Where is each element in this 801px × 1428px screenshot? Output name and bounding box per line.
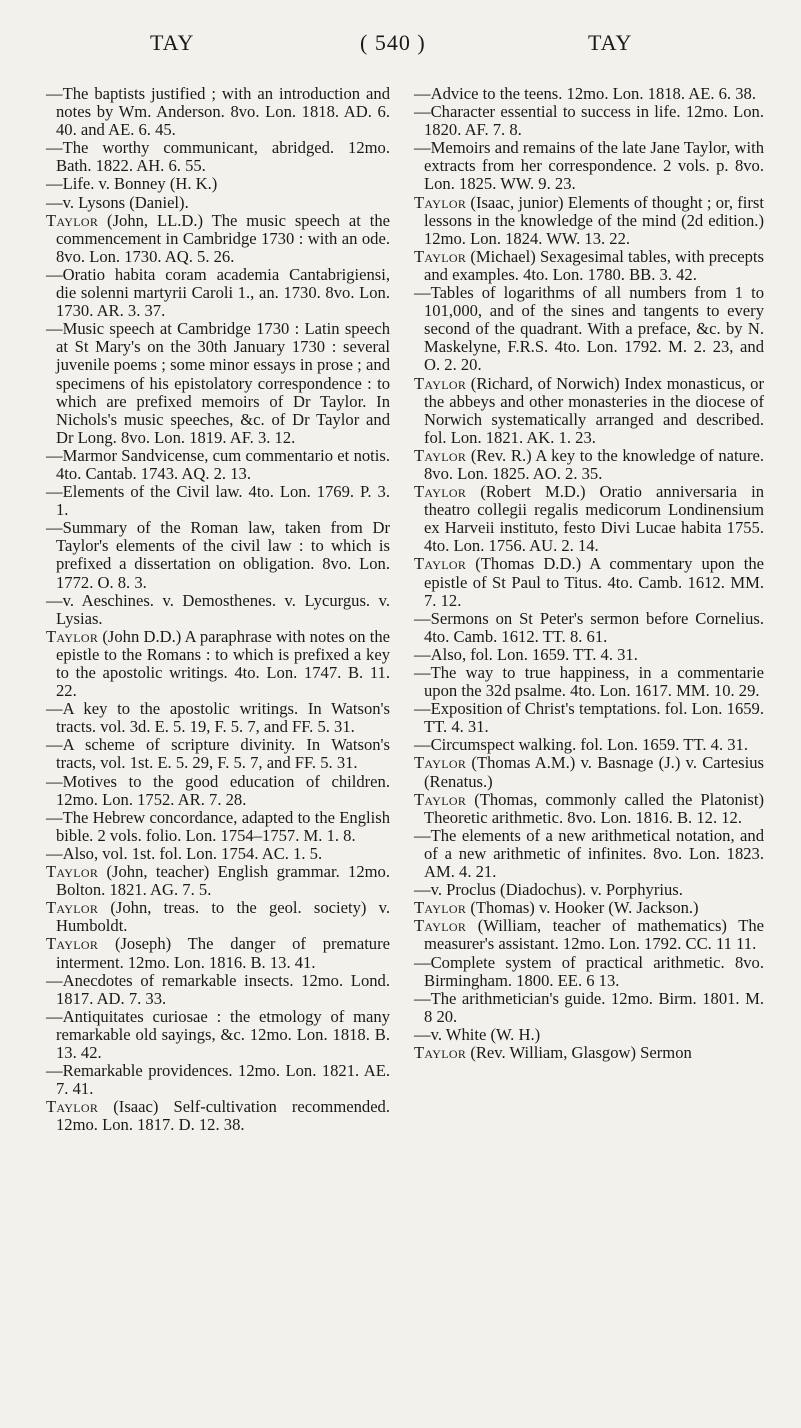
catalog-entry: —The baptists justified ; with an introduction and notes by Wm. Anderson. 8vo. Lon. 1818. AD. 6. 40. and AE. 6. 45. <box>46 84 390 140</box>
catalog-entry: —v. Proclus (Diadochus). v. Porphyrius. <box>414 880 683 900</box>
catalog-entry: —v. White (W. H.) <box>414 1024 541 1044</box>
left-column <box>46 85 390 1134</box>
catalog-entry: —Music speech at Cambridge 1730 : Latin speech at St Mary's on the 30th January 1730 : several juvenile poems ; some minor essays in prose ; and specimens of his epistolatory correspondence : to which are prefixed memoirs of Dr Taylor. In Nichols's music speeches, &c. of Dr Taylor and Dr Long. 8vo. Lon. 1819. AF. 3. 12. <box>46 319 390 447</box>
catalog-entry: —The arithmetician's guide. 12mo. Birm. 1801. M. 8 20. <box>414 988 764 1026</box>
catalog-entry: —Exposition of Christ's temptations. fol. Lon. 1659. TT. 4. 31. <box>414 699 764 737</box>
catalog-entry: Taylor (William, teacher of mathematics) The measurer's assistant. 12mo. Lon. 1792. CC. 11 11. <box>414 916 764 954</box>
catalog-entry: Taylor (John D.D.) A paraphrase with notes on the epistle to the Romans : to which is prefixed a key to the apostolic writings. 4to. Lon. 1747. B. 11. 22. <box>46 626 390 701</box>
catalog-entry: —The way to true happiness, in a commentarie upon the 32d psalme. 4to. Lon. 1617. MM. 10. 29. <box>414 663 764 701</box>
catalog-entry: —Also, fol. Lon. 1659. TT. 4. 31. <box>414 644 638 664</box>
catalog-entry: Taylor (John, teacher) English grammar. 12mo. Bolton. 1821. AG. 7. 5. <box>46 862 390 900</box>
catalog-entry: —Advice to the teens. 12mo. Lon. 1818. AE. 6. 38. <box>414 84 756 103</box>
catalog-entry: —Character essential to success in life. 12mo. Lon. 1820. AF. 7. 8. <box>414 102 764 140</box>
catalog-entry: —Anecdotes of remarkable insects. 12mo. Lond. 1817. AD. 7. 33. <box>46 970 390 1008</box>
catalog-entry: Taylor (Isaac, junior) Elements of thought ; or, first lessons in the knowledge of the mind (2d edition.) 12mo. Lon. 1824. WW. 13. 22. <box>414 192 764 248</box>
catalog-entry: Taylor (Isaac) Self-cultivation recommended. 12mo. Lon. 1817. D. 12. 38. <box>46 1097 390 1135</box>
catalog-entry: —Oratio habita coram academia Cantabrigiensi, die solenni martyrii Caroli 1., an. 1730. 8vo. Lon. 1730. AR. 3. 37. <box>46 264 390 321</box>
catalog-entry: —Elements of the Civil law. 4to. Lon. 1769. P. 3. 1. <box>46 482 390 520</box>
catalog-entry: —Antiquitates curiosae : the etmology of many remarkable old sayings, &c. 12mo. Lon. 1818. B. 13. 42. <box>46 1006 390 1062</box>
catalog-entry: —Summary of the Roman law, taken from Dr Taylor's elements of the civil law : to which is prefixed a dissertation on obligation. 8vo. Lon. 1772. O. 8. 3. <box>46 518 390 592</box>
header-left: TAY <box>150 30 195 55</box>
catalog-entry: —Tables of logarithms of all numbers from 1 to 101,000, and of the sines and tangents to every second of the quadrant. With a preface, &c. by N. Maskelyne, F.R.S. 4to. Lon. 1792. M. 2. 23, and O. 2. 20. <box>414 283 764 375</box>
catalog-entry: Taylor (Thomas A.M.) v. Basnage (J.) v. Cartesius (Renatus.) <box>414 753 764 791</box>
catalog-entry: Taylor (John, LL.D.) The music speech at the commencement in Cambridge 1730 : with an ode. 8vo. Lon. 1730. AQ. 5. 26. <box>46 210 390 266</box>
catalog-entry: —The elements of a new arithmetical notation, and of a new arithmetic of infinites. 8vo. Lon. 1823. AM. 4. 21. <box>414 825 764 882</box>
catalog-entry: —Sermons on St Peter's sermon before Cornelius. 4to. Camb. 1612. TT. 8. 61. <box>414 608 764 646</box>
catalog-entry: —Memoirs and remains of the late Jane Taylor, with extracts from her correspondence. 2 vols. p. 8vo. Lon. 1825. WW. 9. 23. <box>414 138 764 194</box>
catalog-entry: —Complete system of practical arithmetic. 8vo. Birmingham. 1800. EE. 6 13. <box>414 952 764 990</box>
catalog-entry: Taylor (Richard, of Norwich) Index monasticus, or the abbeys and other monasteries in the diocese of Norwich systematically arranged and described. fol. Lon. 1821. AK. 1. 23. <box>414 373 764 447</box>
catalog-entry: —A scheme of scripture divinity. In Watson's tracts, vol. 1st. E. 5. 29, F. 5. 7, and FF. 5. 31. <box>46 735 390 773</box>
page-header <box>0 30 801 60</box>
catalog-entry: Taylor (Joseph) The danger of premature interment. 12mo. Lon. 1816. B. 13. 41. <box>46 934 390 972</box>
catalog-entry: —Remarkable providences. 12mo. Lon. 1821. AE. 7. 41. <box>46 1061 390 1099</box>
catalog-entry: —The Hebrew concordance, adapted to the English bible. 2 vols. folio. Lon. 1754–1757. M. 1. 8. <box>46 807 390 845</box>
catalog-entry: Taylor (Michael) Sexagesimal tables, with precepts and examples. 4to. Lon. 1780. BB. 3. 42. <box>414 246 764 284</box>
catalog-entry: Taylor (Thomas) v. Hooker (W. Jackson.) <box>414 898 699 918</box>
catalog-entry: —v. Aeschines. v. Demosthenes. v. Lycurgus. v. Lysias. <box>46 590 390 628</box>
catalog-entry: —Marmor Sandvicense, cum commentario et notis. 4to. Cantab. 1743. AQ. 2. 13. <box>46 445 390 483</box>
right-column <box>414 85 764 1062</box>
catalog-entry: —v. Lysons (Daniel). <box>46 192 189 212</box>
catalog-entry: Taylor (Rev. R.) A key to the knowledge of nature. 8vo. Lon. 1825. AO. 2. 35. <box>414 445 764 483</box>
catalog-entry: —The worthy communicant, abridged. 12mo. Bath. 1822. AH. 6. 55. <box>46 138 390 176</box>
catalog-entry: —Motives to the good education of children. 12mo. Lon. 1752. AR. 7. 28. <box>46 771 390 809</box>
catalog-entry: Taylor (John, treas. to the geol. society) v. Humboldt. <box>46 898 390 936</box>
catalog-entry: Taylor (Robert M.D.) Oratio anniversaria in theatro collegii regalis medicorum Londinensium ex Harveii instituto, festo Divi Lucae habita 1755. 4to. Lon. 1756. AU. 2. 14. <box>414 482 764 556</box>
catalog-entry: Taylor (Rev. William, Glasgow) Sermon <box>414 1042 692 1062</box>
catalog-entry: Taylor (Thomas D.D.) A commentary upon the epistle of St Paul to Titus. 4to. Camb. 1612. MM. 7. 12. <box>414 554 764 610</box>
catalog-entry: —Also, vol. 1st. fol. Lon. 1754. AC. 1. 5. <box>46 843 323 863</box>
catalog-entry: —Life. v. Bonney (H. K.) <box>46 174 218 194</box>
header-right: TAY <box>588 30 633 55</box>
catalog-entry: Taylor (Thomas, commonly called the Platonist) Theoretic arithmetic. 8vo. Lon. 1816. B. 12. 12. <box>414 789 764 827</box>
page-number: ( 540 ) <box>360 30 426 55</box>
catalog-entry: —A key to the apostolic writings. In Watson's tracts. vol. 3d. E. 5. 19, F. 5. 7, and FF. 5. 31. <box>46 699 390 737</box>
catalog-entry: —Circumspect walking. fol. Lon. 1659. TT. 4. 31. <box>414 735 748 755</box>
